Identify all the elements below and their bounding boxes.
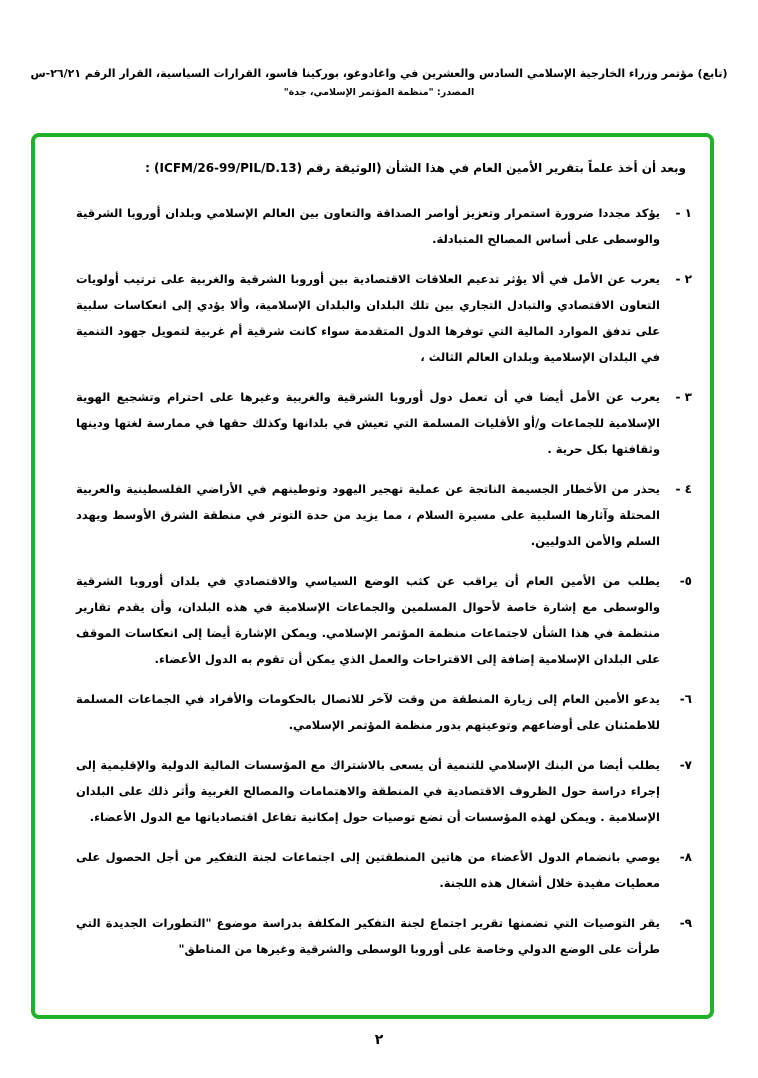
item-text — [76, 686, 660, 738]
item-number: ٦- — [679, 692, 692, 706]
item-body: أيضا من البنك الإسلامي للتنمية أن يسعى بالاشتراك مع المؤسسات المالية الدولية والإقليمية إلى إجراء دراسة حول الظروف الاقتصادية في المنطقة والاهتمامات والمصالح الغربية وأثر ذلك على البلدان الإسلامية . ويمكن لهذه المؤسسات أن تضع توصيات حول إمكانية تفاعل اقتصادياتها مع الدول الأعضاء. — [76, 758, 660, 824]
item-verb: يقر — [640, 916, 660, 930]
item-verb: يطلب — [627, 758, 660, 772]
item-verb: يدعو — [633, 692, 660, 706]
preamble: وبعد أن أخذ علماً بتقرير الأمين العام في هذا الشأن (الوثيقة رقم (ICFM/26-99/PIL/D.13) : — [145, 161, 686, 175]
resolution-item — [76, 200, 692, 252]
item-number: ٤ - — [675, 482, 692, 496]
item-body: من الأمين العام أن يراقب عن كثب الوضع السياسي والاقتصادي في بلدان أوروبا الشرقية والوسطى مع إشارة خاصة لأحوال المسلمين والجماعات الإسلامية في هذه البلدان، وأن يقدم تقارير منتظمة في هذا الشأن لاجتماعات منظمة المؤتمر الإسلامي. ويمكن الإشارة أيضا إلى انعكاسات الموقف على البلدان الإسلامية إضافة إلى الاقتراحات والعمل الذي يمكن أن تقوم به الدول الأعضاء. — [76, 574, 660, 666]
item-text — [76, 844, 660, 896]
resolution-item — [76, 686, 692, 738]
item-number: ٨- — [679, 850, 692, 864]
item-number: ٣ - — [675, 390, 692, 404]
item-text — [76, 200, 660, 252]
item-text — [76, 568, 660, 672]
item-number: ٩- — [679, 916, 692, 930]
item-verb: يطلب — [627, 574, 660, 588]
item-body: مجددا ضرورة استمرار وتعزيز أواصر الصداقة والتعاون بين العالم الإسلامي وبلدان أوروبا الشرقية والوسطى على أساس المصالح المتبادلة. — [76, 206, 660, 246]
item-body: الأمين العام إلى زيارة المنطقة من وقت لآخر للاتصال بالحكومات والأفراد في الجماعات المسلمة للاطمئنان على أوضاعهم وتوعيتهم بدور منظمة المؤتمر الإسلامي. — [76, 692, 660, 732]
item-verb: يحذر — [634, 482, 660, 496]
item-text — [76, 384, 660, 462]
item-verb: يؤكد — [635, 206, 660, 220]
item-number: ٧- — [679, 758, 692, 772]
document-header-title: (تابع) مؤتمر وزراء الخارجية الإسلامي السادس والعشرين في واغادوغو، بوركينا فاسو، القرارات السياسية، القرار الرقم ٢٦/٢١-س — [30, 67, 728, 80]
item-verb: يوصي — [625, 850, 660, 864]
resolution-item — [76, 476, 692, 554]
item-number: ١ - — [675, 206, 692, 220]
item-number: ٢ - — [675, 272, 692, 286]
resolution-item — [76, 384, 692, 462]
resolution-item — [76, 568, 692, 672]
document-header — [24, 66, 734, 100]
resolution-item — [76, 844, 692, 896]
item-body: بانضمام الدول الأعضاء من هاتين المنطقتين إلى اجتماعات لجنة التفكير من أجل الحصول على معطيات مفيدة خلال أشغال هذه اللجنة. — [76, 850, 660, 890]
page-number: ٢ — [374, 1032, 384, 1048]
item-verb: يعرب — [630, 390, 660, 404]
item-text — [76, 752, 660, 830]
resolution-item — [76, 266, 692, 370]
item-text — [76, 266, 660, 370]
item-body: عن الأمل أيضا في أن تعمل دول أوروبا الشرقية والغربية وغيرها على احترام وتشجيع الهوية الإسلامية للجماعات و/أو الأقليات المسلمة التي تعيش في بلدانها وكذلك حقها في ممارسة لغتها ودينها وثقافتها بكل حرية . — [76, 390, 660, 456]
item-body: عن الأمل في ألا يؤثر تدعيم العلاقات الاقتصادية بين أوروبا الشرقية والغربية على ترتيب أولويات التعاون الاقتصادي والتبادل التجاري بين تلك البلدان والبلدان الإسلامية، وألا يؤدي إلى انعكاسات سلبية على تدفق الموارد المالية التي توفرها الدول المتقدمة سواء كانت شرقية أم غربية لتمويل جهود التنمية في البلدان الإسلامية وبلدان العالم الثالث ، — [76, 272, 660, 364]
resolution-item — [76, 752, 692, 830]
item-text — [76, 476, 660, 554]
item-body: التوصيات التي تضمنها تقرير اجتماع لجنة التفكير المكلفة بدراسة موضوع "التطورات الجديدة التي طرأت على الوضع الدولي وخاصة على أوروبا الوسطى والشرقية وغيرها من المناطق" — [76, 916, 660, 956]
item-text — [76, 910, 660, 962]
resolution-items — [76, 200, 692, 976]
item-verb: يعرب — [630, 272, 660, 286]
item-body: من الأخطار الجسيمة الناتجة عن عملية تهجير اليهود وتوطينهم في الأراضي الفلسطينية والعربية المحتلة وآثارها السلبية على مسيرة السلام ، مما يزيد من حدة التوتر في منطقة الشرق الأوسط ويهدد السلم والأمن الدوليين. — [76, 482, 660, 548]
item-number: ٥- — [679, 574, 692, 588]
document-source: المصدر: "منظمة المؤتمر الإسلامي، جدة" — [283, 87, 475, 98]
resolution-item — [76, 910, 692, 962]
